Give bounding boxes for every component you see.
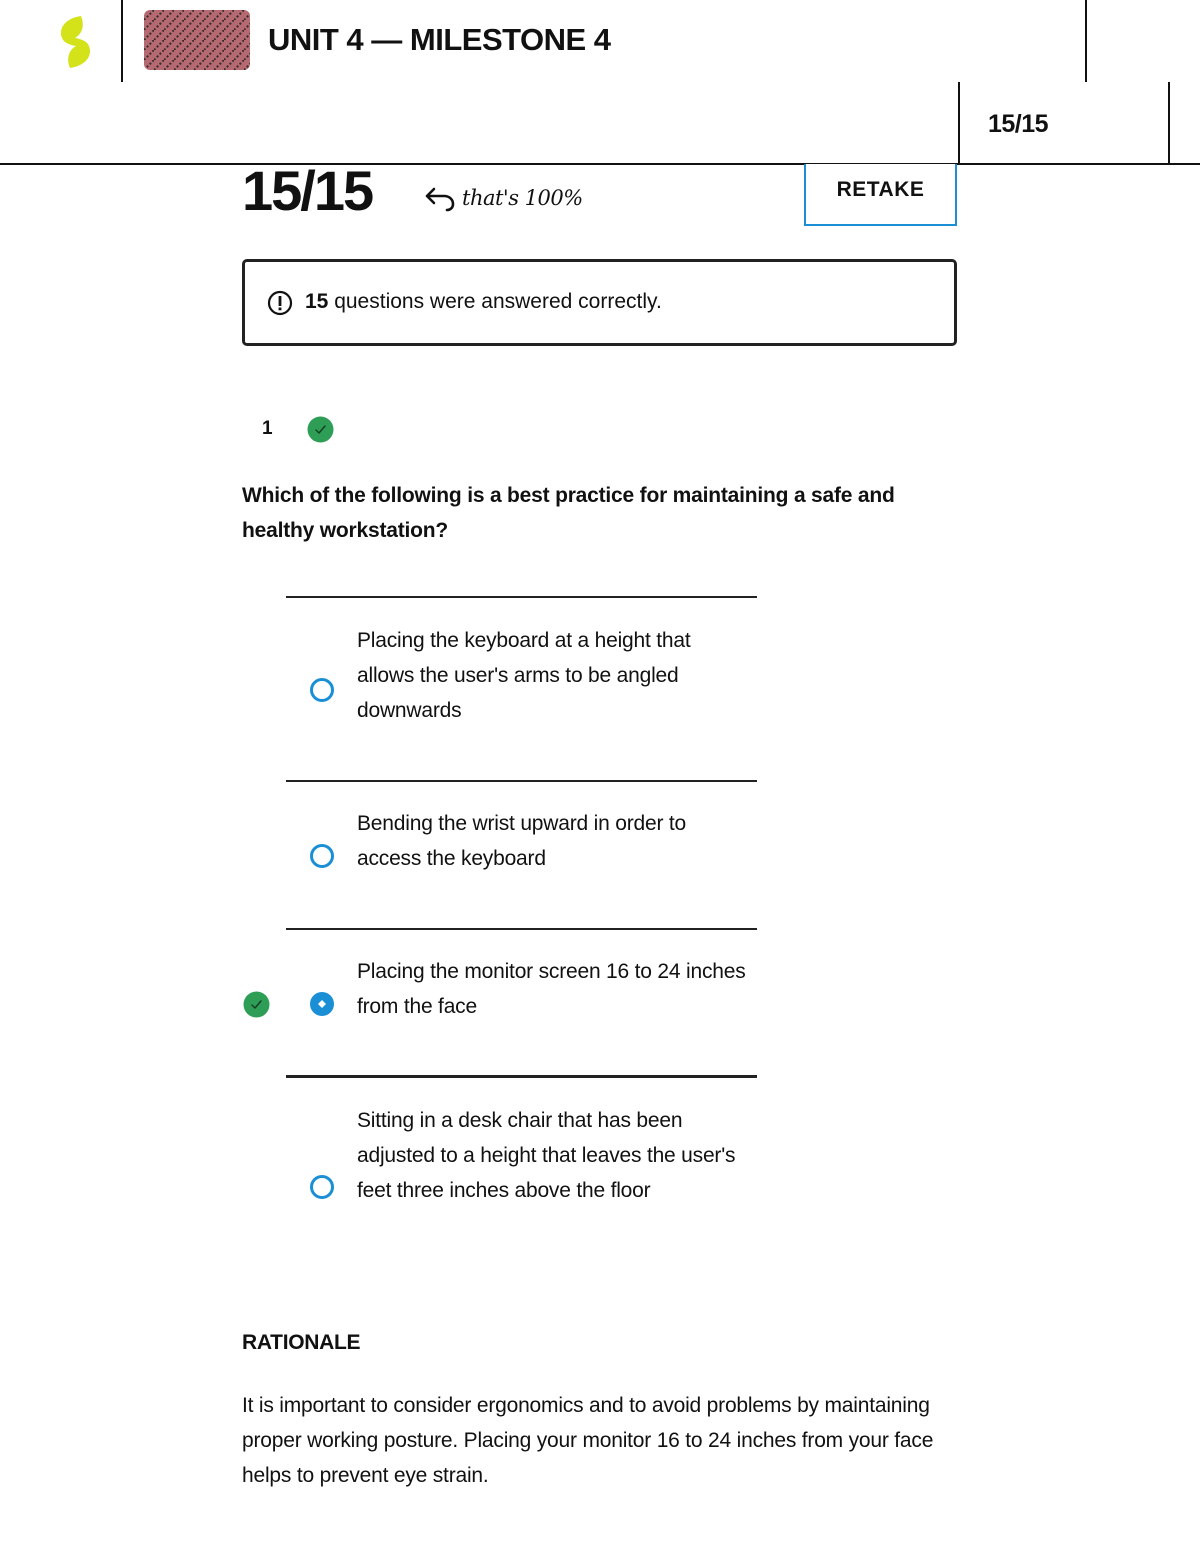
results-info-message: questions were answered correctly.	[328, 290, 662, 313]
answer-option-selected[interactable]: Placing the monitor screen 16 to 24 inches from the face	[357, 960, 746, 1018]
percent-note: that's 100%	[462, 186, 583, 210]
logo-icon	[52, 14, 98, 70]
info-icon	[267, 290, 293, 316]
option-divider	[286, 780, 757, 782]
retake-button[interactable]: RETAKE	[804, 164, 957, 226]
correct-count: 15	[305, 290, 329, 313]
radio-unselected-icon[interactable]	[309, 843, 335, 869]
check-circle-icon	[307, 416, 334, 443]
score-panel-right-border	[1168, 82, 1170, 164]
header-score: 15/15	[988, 110, 1049, 138]
header-bottom-line	[0, 163, 1200, 165]
question-number: 1	[262, 418, 273, 439]
rationale-text: It is important to consider ergonomics and to avoid problems by maintaining proper working posture. Placing your monitor 16 to 24 inches from your face helps to prevent eye strain.	[242, 1394, 934, 1487]
rationale-title: RATIONALE	[242, 1331, 361, 1354]
header-right-divider	[1085, 0, 1087, 82]
question-text: Which of the following is a best practice for maintaining a safe and healthy workstation?	[242, 484, 895, 542]
score-panel-left-border	[958, 82, 960, 164]
unit-title: UNIT 4 — MILESTONE 4	[268, 22, 611, 57]
option-divider	[286, 596, 757, 598]
answer-option[interactable]: Placing the keyboard at a height that allows the user's arms to be angled downwards	[357, 629, 691, 722]
back-arrow-icon	[424, 186, 456, 212]
results-info-text	[305, 290, 662, 314]
answer-option[interactable]: Sitting in a desk chair that has been adjusted to a height that leaves the user's feet three inches above the floor	[357, 1109, 736, 1202]
radio-unselected-icon[interactable]	[309, 1174, 335, 1200]
radio-unselected-icon[interactable]	[309, 677, 335, 703]
option-divider	[286, 928, 757, 930]
option-divider	[286, 1075, 757, 1078]
answer-option[interactable]: Bending the wrist upward in order to access the keyboard	[357, 812, 686, 870]
course-thumbnail	[144, 10, 250, 70]
correct-answer-check-icon	[243, 991, 270, 1018]
score-total: 15/15	[242, 159, 373, 222]
radio-selected-icon[interactable]	[309, 991, 335, 1017]
header-divider	[121, 0, 123, 82]
